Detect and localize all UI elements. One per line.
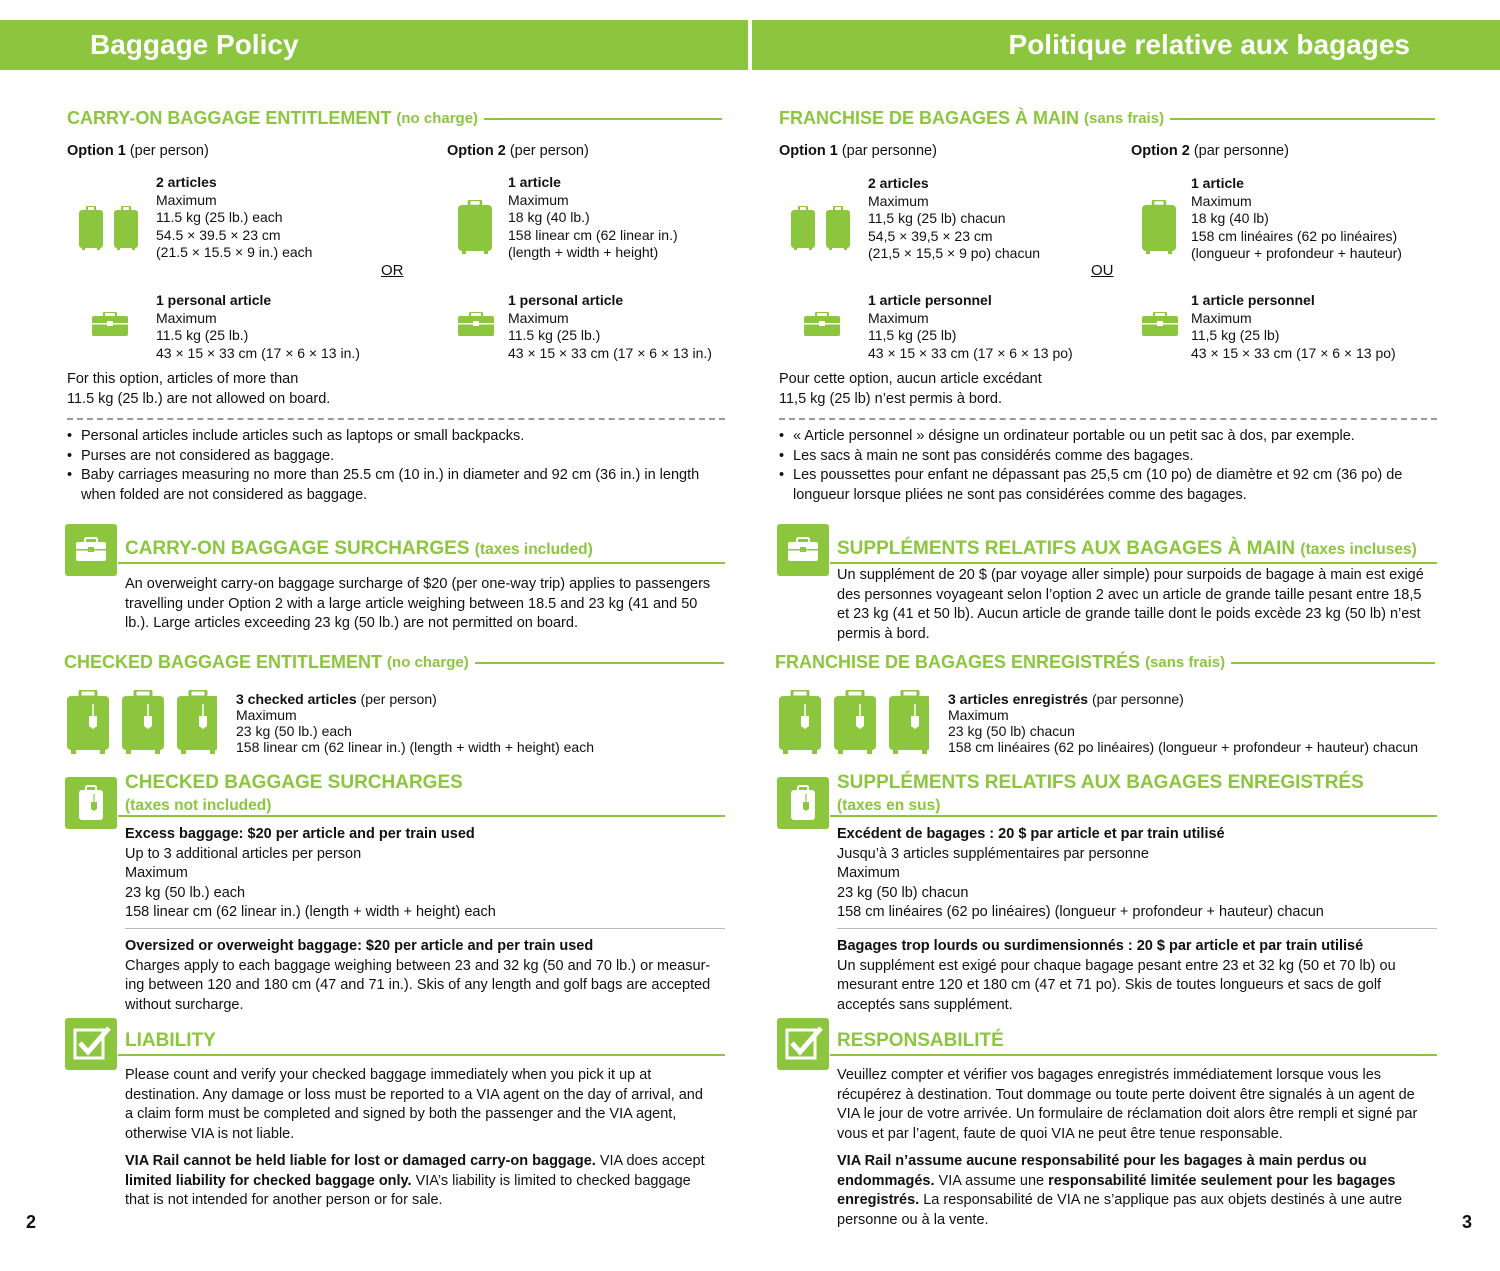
- large-suitcase-icon: [1142, 200, 1178, 254]
- option1-label: Option 1 (par personne): [779, 143, 937, 159]
- page-number: 3: [1462, 1212, 1473, 1232]
- briefcase-icon: [458, 312, 494, 336]
- oversized-baggage-block: Oversized or overweight baggage: $20 per article and per train used Charges apply to each baggage weighing between 23 and 32 kg (50 and 70 lb.) or measur-ing between 120 and 180 cm (47 and 71 in.). Skis of any length and golf bags are accepted without surcharge.: [125, 938, 711, 1013]
- suitcase-section-icon: [777, 777, 829, 829]
- option2-article-block: 1 article Maximum 18 kg (40 lb.) 158 linear cm (62 linear in.) (length + width + height): [508, 174, 678, 260]
- oversized-baggage-block: Bagages trop lourds ou surdimensionnés : 20 $ par article et par train utilisé Un supplément est exigé pour chaque bagage pesant entre 23 et 32 kg (50 et 70 lb) ou mesurant entre 120 et 180 cm (47 et 71 po). Skis de toutes longueurs et sacs de golf acceptés sans supplément.: [837, 938, 1396, 1013]
- page-french: [750, 0, 1500, 1271]
- option2-label: Option 2 (par personne): [1131, 143, 1289, 159]
- excess-baggage-block: Excess baggage: $20 per article and per train used Up to 3 additional articles per person Maximum 23 kg (50 lb.) each 158 linear cm (62 linear in.) (length + width + height) each: [125, 826, 496, 920]
- option1-articles-block: 2 articles Maximum 11,5 kg (25 lb) chacun 54,5 × 39,5 × 23 cm (21,5 × 15,5 × 9 po) chacun: [868, 175, 1041, 261]
- option1-note: For this option, articles of more than 11.5 kg (25 lb.) are not allowed on board.: [67, 371, 331, 407]
- briefcase-section-icon: [777, 524, 829, 576]
- option2-article-block: 1 article Maximum 18 kg (40 lb) 158 cm linéaires (62 po linéaires) (longueur + profondeur + hauteur): [1191, 175, 1402, 261]
- excess-baggage-block: Excédent de bagages : 20 $ par article et par train utilisé Jusqu’à 3 articles supplémentaires par personne Maximum 23 kg (50 lb) chacun 158 cm linéaires (62 po linéaires) (longueur + profondeur + hauteur) chacun: [837, 826, 1324, 920]
- liability-heading: LIABILITY: [125, 1030, 216, 1051]
- carry-on-bullets: • « Article personnel » désigne un ordinateur portable ou un petit sac à dos, par exemple. • Les sacs à main ne sont pas considérés comme des bagages. • Les poussettes pour enfant ne dépassant pas 25,5 cm (10 po) de diamètre et 92 cm (36 po) de longueur lorsque pliées ne sont pas considérées comme des bagages.: [779, 427, 1439, 505]
- dashed-divider: [779, 418, 1437, 420]
- page-number: 2: [26, 1212, 37, 1232]
- checked-entitlement-block: 3 checked articles (per person) Maximum 23 kg (50 lb.) each 158 linear cm (62 linear in.) (length + width + height) each: [236, 691, 594, 755]
- carry-on-surcharges-heading: SUPPLÉMENTS RELATIFS AUX BAGAGES À MAIN (taxes incluses): [837, 538, 1417, 559]
- checked-entitlement-heading: FRANCHISE DE BAGAGES ENREGISTRÉS (sans frais): [775, 652, 1435, 673]
- three-checked-bags-icon: [67, 690, 217, 754]
- briefcase-icon: [804, 312, 840, 336]
- option1-label: Option 1 (per person): [67, 143, 209, 159]
- two-suitcases-icon: [78, 206, 140, 250]
- checked-surcharges-heading: CHECKED BAGGAGE SURCHARGES (taxes not included): [125, 772, 463, 814]
- carry-on-surcharges-heading: CARRY-ON BAGGAGE SURCHARGES (taxes included): [125, 538, 593, 559]
- option2-personal-block: 1 personal article Maximum 11.5 kg (25 lb.) 43 × 15 × 33 cm (17 × 6 × 13 in.): [508, 292, 712, 361]
- carry-on-entitlement-heading: FRANCHISE DE BAGAGES À MAIN (sans frais): [779, 108, 1435, 129]
- option2-label: Option 2 (per person): [447, 143, 589, 159]
- or-separator: OU: [1091, 262, 1114, 279]
- three-checked-bags-icon: [779, 690, 929, 754]
- suitcase-section-icon: [65, 777, 117, 829]
- briefcase-section-icon: [65, 524, 117, 576]
- carry-on-surcharges-text: Un supplément de 20 $ (par voyage aller simple) pour surpoids de bagage à main est exigé des personnes voyageant selon l’option 2 avec un article de grande taille pesant entre 18,5 et 23 kg (41 et 50 lb). Aucun article de grande taille dont le poids excède 23 kg (50 lb) n’est permis à bord.: [837, 567, 1424, 642]
- liability-text: Veuillez compter et vérifier vos bagages enregistrés immédiatement lorsque vous les récupérez à destination. Tout dommage ou toute perte doivent être signalés à un agent de VIA le jour de votre arrivée. Un formulaire de réclamation doit alors être rempli et signé par vous et par l’agent, faute de quoi VIA ne peut être tenue responsable.: [837, 1067, 1418, 1142]
- liability-text: Please count and verify your checked baggage immediately when you pick it up at destination. Any damage or loss must be reported to a VIA agent on the day of arrival, and a claim form must be completed and signed by both the passenger and the VIA agent, otherwise VIA is not liable.: [125, 1067, 703, 1142]
- page-title: Politique relative aux bagages: [752, 20, 1500, 70]
- liability-carry-on-text: VIA Rail n’assume aucune responsabilité pour les bagages à main perdus ou endommagés. VIA assume une responsabilité limitée seulement pour les bagages enregistrés. La responsabilité de VIA ne s’applique pas aux objets destinés à une autre personne ou à la vente.: [837, 1153, 1403, 1228]
- large-suitcase-icon: [458, 200, 494, 254]
- carry-on-bullets: • Personal articles include articles such as laptops or small backpacks. • Purses are not considered as baggage. • Baby carriages measuring no more than 25.5 cm (10 in.) in diameter and 92 cm (36 in.) in length when folded are not considered as baggage.: [67, 427, 727, 505]
- or-separator: OR: [381, 262, 404, 279]
- checked-entitlement-heading: CHECKED BAGGAGE ENTITLEMENT (no charge): [64, 652, 724, 673]
- checkmark-section-icon: [777, 1018, 829, 1070]
- briefcase-icon: [92, 312, 128, 336]
- two-suitcases-icon: [790, 206, 852, 250]
- liability-heading: RESPONSABILITÉ: [837, 1030, 1004, 1051]
- carry-on-entitlement-heading: CARRY-ON BAGGAGE ENTITLEMENT (no charge): [67, 108, 722, 129]
- checked-entitlement-block: 3 articles enregistrés (par personne) Maximum 23 kg (50 lb) chacun 158 cm linéaires (62 po linéaires) (longueur + profondeur + hauteur) chacun: [948, 691, 1419, 755]
- liability-carry-on-text: VIA Rail cannot be held liable for lost or damaged carry-on baggage. VIA does accept limited liability for checked baggage only. VIA’s liability is limited to checked baggage that is not intended for another person or for sale.: [125, 1153, 705, 1208]
- briefcase-icon: [1142, 312, 1178, 336]
- page-title: Baggage Policy: [0, 20, 748, 70]
- dashed-divider: [67, 418, 725, 420]
- option1-personal-block: 1 article personnel Maximum 11,5 kg (25 lb) 43 × 15 × 33 cm (17 × 6 × 13 po): [868, 292, 1073, 361]
- option1-personal-block: 1 personal article Maximum 11.5 kg (25 lb.) 43 × 15 × 33 cm (17 × 6 × 13 in.): [156, 292, 360, 361]
- checkmark-section-icon: [65, 1018, 117, 1070]
- option1-note: Pour cette option, aucun article excédant 11,5 kg (25 lb) n’est permis à bord.: [779, 371, 1042, 407]
- carry-on-surcharges-text: An overweight carry-on baggage surcharge of $20 (per one-way trip) applies to passengers travelling under Option 2 with a large article weighing between 18.5 and 23 kg (41 and 50 lb.). Large articles exceeding 23 kg (50 lb.) are not permitted on board.: [125, 576, 711, 631]
- option2-personal-block: 1 article personnel Maximum 11,5 kg (25 lb) 43 × 15 × 33 cm (17 × 6 × 13 po): [1191, 292, 1396, 361]
- checked-surcharges-heading: SUPPLÉMENTS RELATIFS AUX BAGAGES ENREGISTRÉS (taxes en sus): [837, 772, 1364, 814]
- option1-articles-block: 2 articles Maximum 11.5 kg (25 lb.) each 54.5 × 39.5 × 23 cm (21.5 × 15.5 × 9 in.) each: [156, 174, 313, 260]
